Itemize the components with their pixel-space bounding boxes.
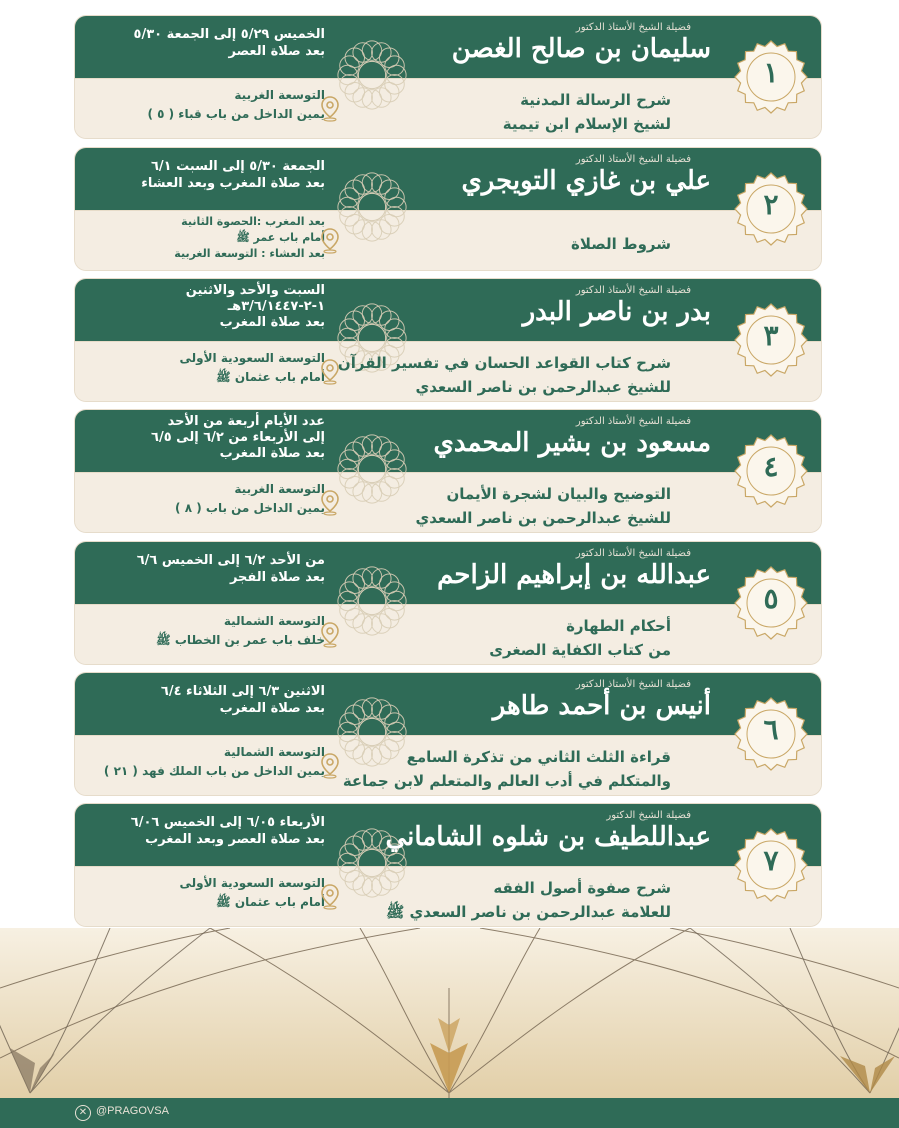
divider (75, 472, 821, 473)
text-line: للشيخ عبدالرحمن بن ناصر السعدي (415, 509, 671, 527)
lesson-number: ١ (763, 56, 779, 89)
lesson-card (74, 409, 822, 533)
text-line: التوسعة الشمالية (223, 614, 325, 628)
text-line: خلف باب عمر بن الخطاب ﷺ (156, 633, 325, 647)
divider (75, 604, 821, 605)
divider (75, 341, 821, 342)
lesson-topic (281, 482, 671, 530)
sheikh-title-label: فضيلة الشيخ الأستاذ الدكتور (575, 548, 691, 559)
location-pin-icon (321, 622, 339, 648)
lesson-time (95, 814, 325, 848)
lesson-topic (281, 351, 671, 399)
sheikh-name: علي بن غازي التويجري (461, 166, 711, 196)
lesson-time (95, 414, 325, 462)
text-line: شرح صفوة أصول الفقه (493, 879, 671, 897)
divider (75, 735, 821, 736)
location-pin-icon (321, 359, 339, 385)
sheikh-name: عبدالله بن إبراهيم الزاحم (437, 560, 711, 590)
lesson-time (95, 683, 325, 717)
lesson-location (95, 743, 325, 781)
sheikh-name: أنيس بن أحمد طاهر (492, 691, 711, 721)
lesson-location (95, 349, 325, 387)
location-pin-icon (321, 228, 339, 254)
text-line: التوسعة الغربية (234, 88, 325, 102)
text-line: من الأحد ٦/٢ إلى الخميس ٦/٦ (136, 553, 325, 568)
lesson-card (74, 15, 822, 139)
lesson-number: ٧ (763, 844, 779, 877)
lesson-number-badge (731, 694, 811, 774)
text-line: بعد صلاة المغرب (219, 315, 325, 330)
sheikh-title-label: فضيلة الشيخ الأستاذ الدكتور (575, 154, 691, 165)
lesson-card (74, 147, 822, 271)
sheikh-name: سليمان بن صالح الغصن (451, 34, 711, 64)
text-line: قراءة الثلث الثاني من تذكرة السامع (406, 748, 671, 766)
lesson-topic (281, 614, 671, 662)
text-line: يمين الداخل من باب ( ٨ ) (175, 501, 325, 515)
umbrella-pattern-graphic (0, 928, 899, 1098)
lesson-number-badge (731, 169, 811, 249)
mosque-umbrella-image (0, 928, 899, 1098)
x-logo-icon[interactable]: ✕ (75, 1105, 91, 1121)
lesson-location (95, 612, 325, 650)
lesson-time (95, 552, 325, 586)
text-line: بعد صلاة المغرب (219, 701, 325, 716)
text-line: التوسعة السعودية الأولى (179, 351, 325, 365)
text-line: أمام باب عمر ﷺ (236, 231, 325, 244)
lesson-number-badge (731, 431, 811, 511)
text-line: إلى الأربعاء من ٦/٢ إلى ٦/٥ (151, 430, 325, 445)
lesson-time (95, 283, 325, 331)
lesson-number-badge (731, 37, 811, 117)
text-line: التوسعة السعودية الأولى (179, 876, 325, 890)
lesson-number: ٢ (763, 188, 779, 221)
sheikh-name: بدر بن ناصر البدر (522, 297, 711, 327)
text-line: بعد صلاة الفجر (229, 570, 325, 585)
lesson-number: ٣ (763, 319, 779, 352)
text-line: عدد الأيام أربعة من الأحد (167, 414, 325, 429)
lesson-card (74, 278, 822, 402)
text-line: بعد المغرب :الحصوة الثانية (181, 215, 325, 228)
text-line: يمين الداخل من باب الملك فهد ( ٢١ ) (103, 764, 325, 778)
text-line: لشيخ الإسلام ابن تيمية (502, 115, 671, 133)
text-line: التوسعة الشمالية (223, 745, 325, 759)
text-line: أحكام الطهارة (566, 617, 671, 635)
sheikh-title-label: فضيلة الشيخ الأستاذ الدكتور (575, 679, 691, 690)
lesson-topic (281, 88, 671, 136)
sheikh-title-label: فضيلة الشيخ الأستاذ الدكتور (575, 285, 691, 296)
text-line: يمين الداخل من باب قباء ( ٥ ) (147, 107, 325, 121)
lesson-number: ٦ (763, 713, 779, 746)
text-line: للعلامة عبدالرحمن بن ناصر السعدي ﷺ (386, 903, 671, 921)
lesson-card (74, 803, 822, 927)
text-line: الأربعاء ٦/٠٥ إلى الخميس ٦/٠٦ (130, 815, 325, 830)
lesson-card (74, 541, 822, 665)
divider (75, 210, 821, 211)
lesson-location (95, 874, 325, 912)
social-handle[interactable]: @PRAGOVSA (96, 1105, 169, 1117)
lesson-number: ٤ (763, 450, 779, 483)
sheikh-title-label: فضيلة الشيخ الأستاذ الدكتور (575, 22, 691, 33)
text-line: الجمعة ٥/٣٠ إلى السبت ٦/١ (150, 159, 325, 174)
location-pin-icon (321, 490, 339, 516)
footer-bar (0, 1098, 899, 1128)
text-line: أمام باب عثمان ﷺ (216, 895, 325, 909)
text-line: السبت والأحد والاثنين (185, 283, 325, 298)
text-line: بعد صلاة العصر (228, 44, 325, 59)
lesson-number-badge (731, 300, 811, 380)
text-line: والمتكلم في أدب العالم والمتعلم لابن جماعة (342, 772, 671, 790)
text-line: بعد صلاة المغرب (219, 446, 325, 461)
text-line: التوسعة الغربية (234, 482, 325, 496)
sheikh-title-label: فضيلة الشيخ الأستاذ الدكتور (575, 416, 691, 427)
divider (75, 866, 821, 867)
text-line: من كتاب الكفاية الصغرى (489, 641, 671, 659)
text-line: الخميس ٥/٢٩ إلى الجمعة ٥/٣٠ (133, 27, 325, 42)
location-pin-icon (321, 884, 339, 910)
lesson-location (95, 480, 325, 518)
lesson-location (95, 214, 325, 262)
lesson-number: ٥ (763, 582, 779, 615)
lesson-number-badge (731, 825, 811, 905)
lesson-topic (281, 876, 671, 924)
text-line: شروط الصلاة (570, 235, 671, 253)
text-line: الاثنين ٦/٣ إلى الثلاثاء ٦/٤ (160, 684, 325, 699)
text-line: شرح كتاب القواعد الحسان في تفسير القرآن (337, 354, 671, 372)
text-line: بعد صلاة المغرب وبعد العشاء (141, 176, 325, 191)
text-line: شرح الرسالة المدنية (520, 91, 671, 109)
sheikh-title-label: فضيلة الشيخ الدكتور (606, 810, 691, 821)
text-line: بعد العشاء : التوسعة الغربية (174, 247, 325, 260)
text-line: للشيخ عبدالرحمن بن ناصر السعدي (415, 378, 671, 396)
text-line: التوضيح والبيان لشجرة الأيمان (446, 485, 671, 503)
lesson-card (74, 672, 822, 796)
lesson-time (95, 158, 325, 192)
lesson-number-badge (731, 563, 811, 643)
location-pin-icon (321, 753, 339, 779)
sheikh-name: عبداللطيف بن شلوه الشاماني (385, 822, 711, 852)
sheikh-name: مسعود بن بشير المحمدي (433, 428, 711, 458)
text-line: بعد صلاة العصر وبعد المغرب (145, 832, 325, 847)
text-line: ١-٢-٣/٦/١٤٤٧هـ (227, 299, 325, 314)
divider (75, 78, 821, 79)
lesson-topic (281, 745, 671, 793)
location-pin-icon (321, 96, 339, 122)
lesson-time (95, 26, 325, 60)
text-line: أمام باب عثمان ﷺ (216, 370, 325, 384)
lesson-topic (281, 232, 671, 256)
top-strip (0, 0, 899, 10)
lesson-location (95, 86, 325, 124)
